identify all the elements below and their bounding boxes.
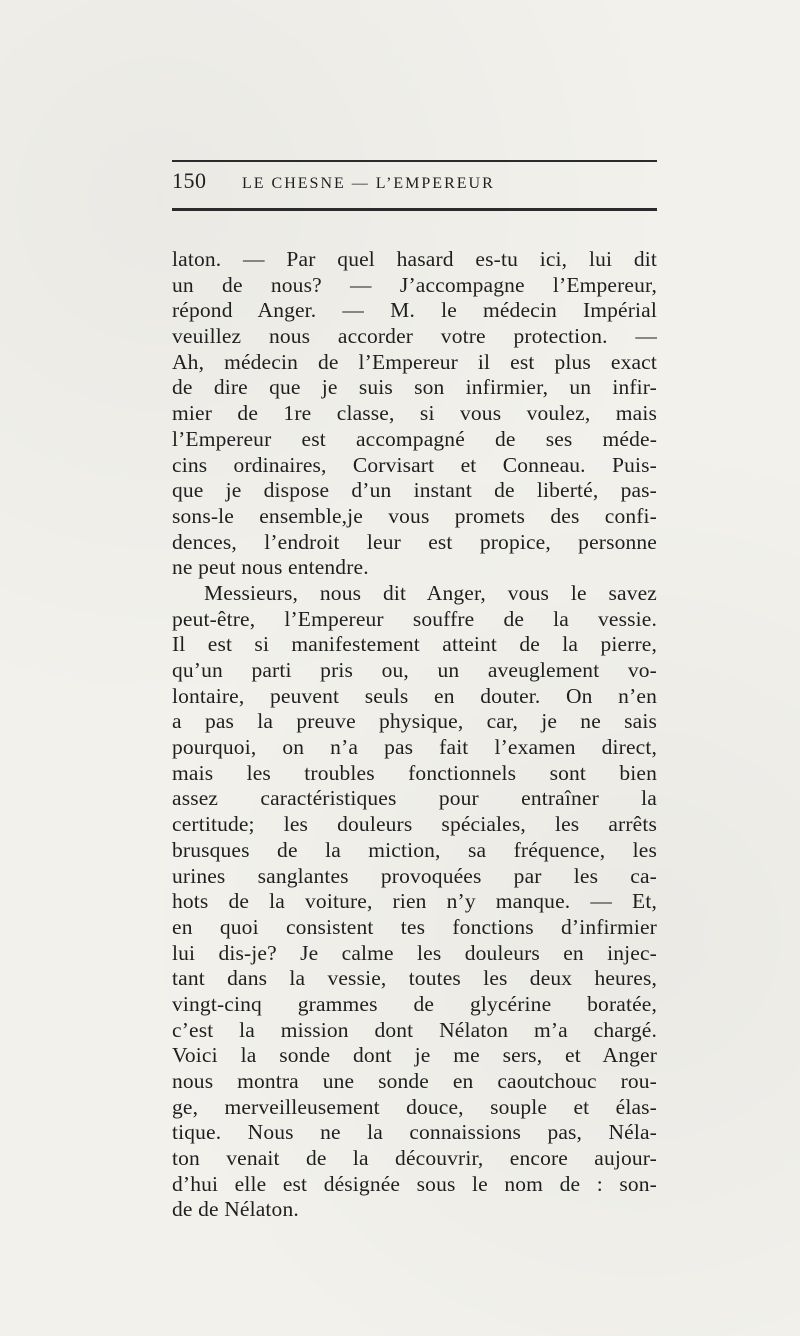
text-line: de de Nélaton. [172, 1197, 299, 1222]
text-line: mier de 1re classe, si vous voulez, mais [172, 401, 657, 426]
header-rule-top [172, 160, 657, 162]
running-head-title: LE CHESNE — L’EMPEREUR [242, 175, 495, 192]
text-line: c’est la mission dont Nélaton m’a chargé. [172, 1017, 657, 1042]
text-line: Voici la sonde dont je me sers, et Anger [172, 1043, 657, 1068]
paragraph-start-line: Messieurs, nous dit Anger, vous le savez [204, 580, 657, 605]
body-text [172, 247, 657, 1223]
text-line: l’Empereur est accompagné de ses méde- [172, 426, 657, 451]
text-line: de dire que je suis son infirmier, un infir- [172, 375, 657, 400]
text-line: peut-être, l’Empereur souffre de la vessie. [172, 606, 657, 631]
text-line: vingt-cinq grammes de glycérine boratée, [172, 991, 657, 1016]
text-line: d’hui elle est désignée sous le nom de : son- [172, 1171, 657, 1196]
text-line: lui dis-je? Je calme les douleurs en injec- [172, 940, 657, 965]
text-line: a pas la preuve physique, car, je ne sais [172, 709, 657, 734]
text-line: hots de la voiture, rien n’y manque. — Et, [172, 889, 657, 914]
text-line: Il est si manifestement atteint de la pierre, [172, 632, 657, 657]
page-content [172, 160, 657, 1223]
text-line: tique. Nous ne la connaissions pas, Néla- [172, 1120, 657, 1145]
text-line: mais les troubles fonctionnels sont bien [172, 760, 657, 785]
text-line: en quoi consistent tes fonctions d’infirmier [172, 914, 657, 939]
text-line: tant dans la vessie, toutes les deux heures, [172, 966, 657, 991]
page-number: 150 [172, 168, 207, 193]
text-line: ton venait de la découvrir, encore aujour- [172, 1146, 657, 1171]
text-line: assez caractéristiques pour entraîner la [172, 786, 657, 811]
text-line: lontaire, peuvent seuls en douter. On n’en [172, 683, 657, 708]
text-line: pourquoi, on n’a pas fait l’examen direct, [172, 735, 657, 760]
text-line: un de nous? — J’accompagne l’Empereur, [172, 272, 657, 297]
text-line: urines sanglantes provoquées par les ca- [172, 863, 657, 888]
header-rule-bottom [172, 208, 657, 211]
text-line: laton. — Par quel hasard es-tu ici, lui dit [172, 247, 657, 271]
text-line: sons-le ensemble,je vous promets des confi- [172, 503, 657, 528]
running-header [172, 168, 657, 202]
text-line: qu’un parti pris ou, un aveuglement vo- [172, 658, 657, 682]
text-line: Ah, médecin de l’Empereur il est plus exact [172, 349, 657, 374]
text-line: que je dispose d’un instant de liberté, pas- [172, 478, 657, 503]
text-line: brusques de la miction, sa fréquence, les [172, 837, 657, 862]
text-line: ge, merveilleusement douce, souple et élas- [172, 1094, 657, 1119]
text-line: cins ordinaires, Corvisart et Conneau. Puis- [172, 452, 657, 477]
text-line: ne peut nous entendre. [172, 555, 369, 580]
text-line: certitude; les douleurs spéciales, les arrêts [172, 812, 657, 837]
text-line: veuillez nous accorder votre protection. — [172, 324, 657, 349]
text-line: dences, l’endroit leur est propice, personne [172, 529, 657, 554]
text-line: répond Anger. — M. le médecin Impérial [172, 298, 657, 323]
text-line: nous montra une sonde en caoutchouc rou- [172, 1069, 657, 1093]
